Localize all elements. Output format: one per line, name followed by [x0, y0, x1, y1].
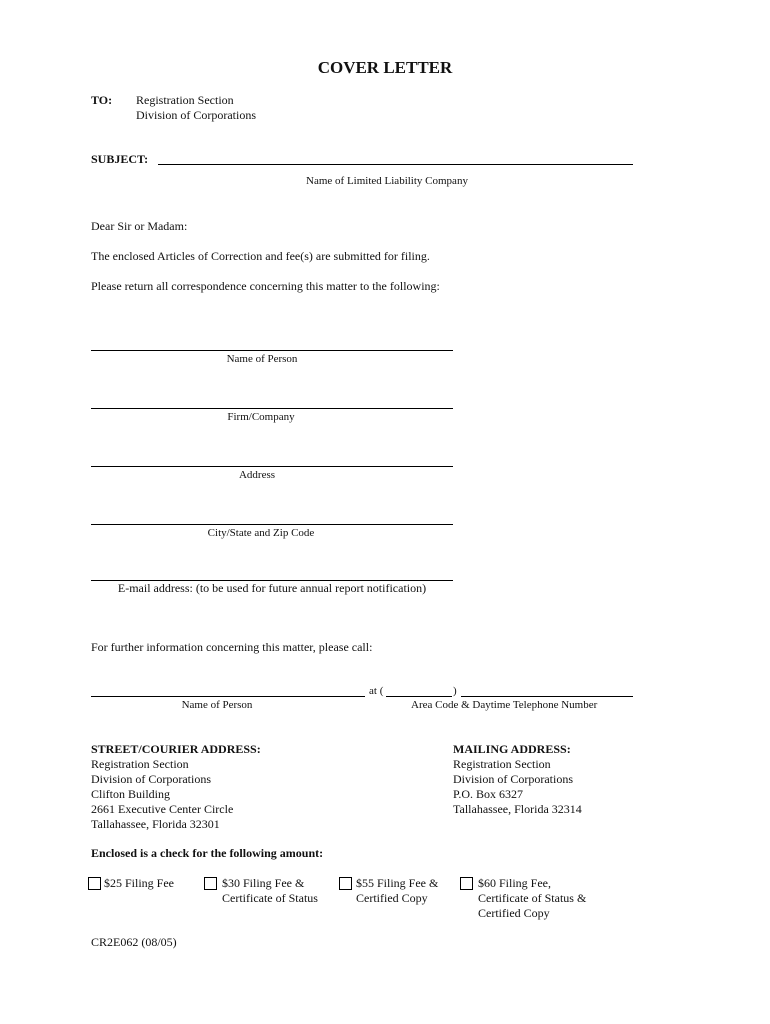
fee-30-label: $30 Filing Fee &	[222, 876, 305, 890]
contact-name-input-line[interactable]	[91, 696, 365, 697]
address-input-line[interactable]	[91, 466, 453, 467]
fees-heading: Enclosed is a check for the following amount:	[91, 846, 324, 860]
fee-55-label: $55 Filing Fee &	[356, 876, 439, 890]
mailing-address-line: P.O. Box 6327	[453, 787, 524, 801]
fee-25-checkbox[interactable]	[88, 877, 101, 890]
to-line-2: Division of Corporations	[136, 108, 256, 122]
contact-prompt: For further information concerning this matter, please call:	[91, 640, 373, 654]
mailing-address-line: Tallahassee, Florida 32314	[453, 802, 582, 816]
firm-caption: Firm/Company	[227, 411, 295, 423]
subject-caption: Name of Limited Liability Company	[306, 175, 468, 187]
subject-input-line[interactable]	[158, 164, 633, 165]
address-caption: Address	[238, 469, 276, 481]
fee-60-label: $60 Filing Fee,	[478, 876, 552, 890]
mailing-address-line: Registration Section	[453, 757, 551, 771]
street-address-line: Registration Section	[91, 757, 189, 771]
email-caption: E-mail address: (to be used for future annual report notification)	[117, 581, 427, 595]
paren-close: )	[453, 685, 457, 697]
body-paragraph-2: Please return all correspondence concerning this matter to the following:	[91, 279, 440, 293]
mailing-address-line: Division of Corporations	[453, 772, 573, 786]
to-line-1: Registration Section	[136, 93, 234, 107]
street-address-heading: STREET/COURIER ADDRESS:	[91, 742, 261, 756]
fee-30-checkbox[interactable]	[204, 877, 217, 890]
fee-60-label: Certified Copy	[478, 906, 550, 920]
body-paragraph-1: The enclosed Articles of Correction and fee(s) are submitted for filing.	[91, 249, 430, 263]
salutation: Dear Sir or Madam:	[91, 219, 188, 233]
fee-55-checkbox[interactable]	[339, 877, 352, 890]
at-paren-open: at (	[369, 685, 384, 697]
phone-caption: Area Code & Daytime Telephone Number	[411, 699, 598, 711]
city-input-line[interactable]	[91, 524, 453, 525]
street-address-line: 2661 Executive Center Circle	[91, 802, 234, 816]
contact-name-caption: Name of Person	[181, 699, 253, 711]
form-code: CR2E062 (08/05)	[91, 935, 177, 949]
fee-55-label: Certified Copy	[356, 891, 428, 905]
name-caption: Name of Person	[226, 353, 298, 365]
to-label: TO:	[91, 93, 113, 107]
name-input-line[interactable]	[91, 350, 453, 351]
page-title: COVER LETTER	[317, 58, 453, 77]
street-address-line: Division of Corporations	[91, 772, 211, 786]
fee-25-label: $25 Filing Fee	[104, 876, 175, 890]
fee-30-label: Certificate of Status	[222, 891, 318, 905]
city-caption: City/State and Zip Code	[207, 527, 315, 539]
firm-input-line[interactable]	[91, 408, 453, 409]
subject-label: SUBJECT:	[91, 152, 149, 166]
area-code-input-line[interactable]	[386, 696, 452, 697]
mailing-address-heading: MAILING ADDRESS:	[453, 742, 571, 756]
phone-input-line[interactable]	[461, 696, 633, 697]
street-address-line: Tallahassee, Florida 32301	[91, 817, 220, 831]
fee-60-checkbox[interactable]	[460, 877, 473, 890]
fee-60-label: Certificate of Status &	[478, 891, 587, 905]
street-address-line: Clifton Building	[91, 787, 171, 801]
